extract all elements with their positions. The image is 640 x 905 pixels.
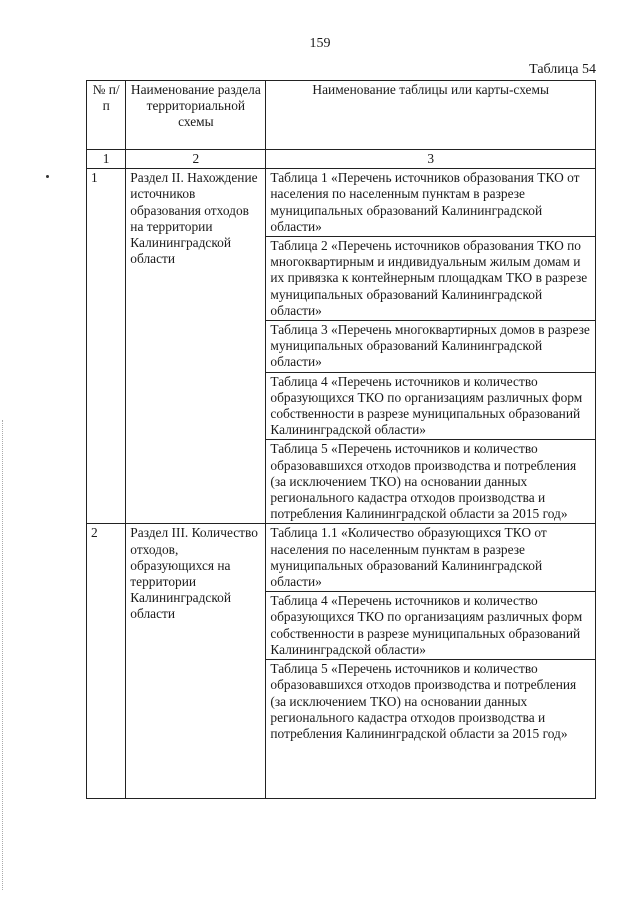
table-entry: Таблица 4 «Перечень источников и количество образующихся ТКО по организациям различных форм собственности в разрезе муниципальных образований Калининградской области»	[266, 372, 596, 440]
table-entry: Таблица 1 «Перечень источников образования ТКО от населения по населенным пунктам в разрезе муниципальных образований Калининградской области»	[266, 169, 596, 237]
table-caption: Таблица 54	[529, 62, 596, 77]
table-entry: Таблица 5 «Перечень источников и количество образовавшихся отходов производства и потребления (за исключением ТКО) на основании данных регионального кадастра отходов производства и потребления Калининградской области за 2015 год»	[266, 660, 596, 799]
document-table	[86, 80, 596, 799]
column-number: 2	[126, 150, 266, 169]
binding-line	[2, 420, 3, 890]
row-num: 2	[87, 524, 126, 799]
table-entry: Таблица 4 «Перечень источников и количество образующихся ТКО по организациям различных форм собственности в разрезе муниципальных образований Калининградской области»	[266, 592, 596, 660]
header-row	[87, 81, 596, 150]
table-entry: Таблица 5 «Перечень источников и количество образовавшихся отходов производства и потребления (за исключением ТКО) на основании данных регионального кадастра отходов производства и потребления Калининградской области за 2015 год»	[266, 440, 596, 524]
page-number: 159	[309, 36, 331, 51]
header-section: Наименование раздела территориальной схемы	[126, 81, 266, 150]
column-number-row	[87, 150, 596, 169]
table-entry: Таблица 1.1 «Количество образующихся ТКО от населения по населенным пунктам в разрезе муниципальных образований Калининградской области»	[266, 524, 596, 592]
table-entry: Таблица 2 «Перечень источников образования ТКО по многоквартирным и индивидуальным жилым домам и их привязка к контейнерным площадкам ТКО в разрезе муниципальных образований Калининградской области»	[266, 237, 596, 321]
row-num: 1	[87, 169, 126, 524]
table-entry: Таблица 3 «Перечень многоквартирных домов в разрезе муниципальных образований Калининградской области»	[266, 321, 596, 373]
column-number: 1	[87, 150, 126, 169]
header-table: Наименование таблицы или карты-схемы	[266, 81, 596, 150]
row-section: Раздел II. Нахождение источников образования отходов на территории Калининградской области	[126, 169, 266, 524]
header-num: № п/п	[87, 81, 126, 150]
table-row	[87, 524, 596, 592]
margin-dot	[46, 175, 49, 178]
row-section: Раздел III. Количество отходов, образующихся на территории Калининградской области	[126, 524, 266, 799]
column-number: 3	[266, 150, 596, 169]
table-row	[87, 169, 596, 237]
